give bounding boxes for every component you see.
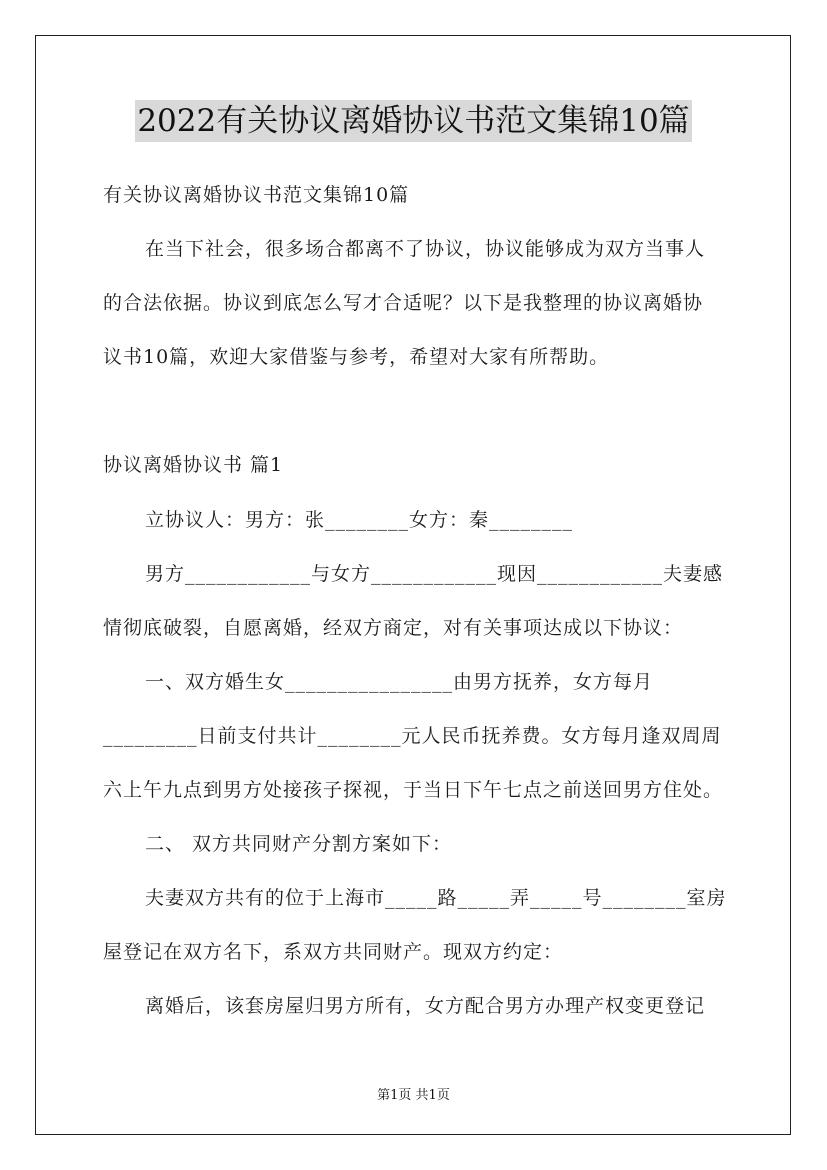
body-line-2: 男方____________与女方____________现因____________夫妻感 [145, 563, 724, 585]
body-line-1: 立协议人：男方：张________女方：秦________ [145, 509, 574, 531]
document-title: 2022有关协议离婚协议书范文集锦10篇 [135, 100, 691, 142]
intro-line-1: 在当下社会，很多场合都离不了协议，协议能够成为双方当事人 [145, 238, 706, 260]
body-line-6: 六上午九点到男方处接孩子探视，于当日下午七点之前送回男方住处。 [103, 779, 724, 801]
body-line-3: 情彻底破裂，自愿离婚，经双方商定，对有关事项达成以下协议： [103, 617, 684, 639]
section-heading: 协议离婚协议书 篇1 [103, 454, 284, 476]
page-footer: 第1页 共1页 [377, 1088, 450, 1103]
body-line-8: 夫妻双方共有的位于上海市_____路_____弄_____号________室房 [145, 887, 727, 909]
body-line-4: 一、双方婚生女________________由男方抚养，女方每月 [145, 671, 654, 693]
intro-line-3: 议书10篇，欢迎大家借鉴与参考，希望对大家有所帮助。 [103, 346, 610, 368]
body-line-5: _________日前支付共计________元人民币抚养费。女方每月逢双周周 [103, 725, 722, 747]
body-line-9: 屋登记在双方名下，系双方共同财产。现双方约定： [103, 941, 564, 963]
body-line-7: 二、 双方共同财产分割方案如下： [145, 833, 453, 855]
document-title-wrapper [0, 100, 827, 142]
body-line-10: 离婚后，该套房屋归男方所有，女方配合男方办理产权变更登记 [145, 995, 706, 1017]
intro-line-2: 的合法依据。协议到底怎么写才合适呢？以下是我整理的协议离婚协 [103, 292, 704, 314]
document-subtitle: 有关协议离婚协议书范文集锦10篇 [103, 184, 410, 206]
